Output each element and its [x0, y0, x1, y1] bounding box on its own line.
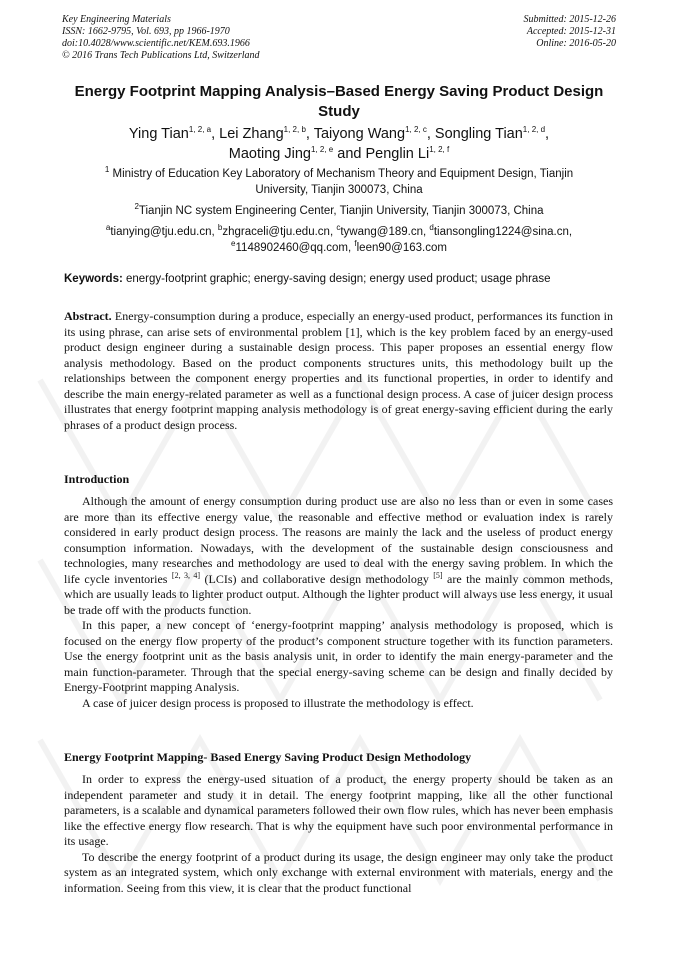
- author-list: Ying Tian$^{1, 2, a}$, Lei Zhang$^{1, 2, b}$, Taiyong Wang$^{1, 2, c}$, Songling Tian$^{1, 2, d}$, Maoting Jing$^{1, 2, e}$ and Penglin Li$^{1, 2, f}$: [128, 125, 550, 162]
- author: Maoting Jing$^{1, 2, e}$: [228, 145, 334, 162]
- keywords-text: energy-footprint graphic; energy-saving design; energy used product; usage phrase: [122, 273, 551, 285]
- email-link[interactable]: 1148902460@qq.com,: [235, 242, 355, 254]
- abstract: [64, 309, 613, 433]
- email-link[interactable]: tiansongling1224@sina.cn,: [433, 226, 573, 238]
- paper-title: Energy Footprint Mapping Analysis–Based Energy Saving Product Design Study: [74, 83, 604, 120]
- section-heading-methodology: Energy Footprint Mapping- Based Energy Saving Product Design Methodology: [64, 750, 472, 764]
- author: Lei Zhang$^{1, 2, b}$: [219, 125, 306, 142]
- issn-line: ISSN: 1662-9795, Vol. 693, pp 1966-1970: [62, 26, 230, 37]
- accepted-date: Accepted: 2015-12-31: [526, 26, 616, 37]
- methodology-body: [64, 772, 613, 896]
- email-link[interactable]: tywang@189.cn,: [340, 226, 430, 238]
- author: Taiyong Wang$^{1, 2, c}$: [313, 125, 427, 142]
- author: Ying Tian$^{1, 2, a}$: [128, 125, 212, 142]
- paragraph: A case of juicer design process is proposed to illustrate the methodology is effect.: [82, 695, 474, 710]
- citation: [2, 3, 4]: [171, 570, 201, 580]
- journal-name: Key Engineering Materials: [62, 14, 171, 25]
- affiliation-1: $^1$ Ministry of Education Key Laboratory of Mechanism Theory and Equipment Design, Tianjin University, Tianjin 300073, China: [104, 165, 574, 196]
- online-date: Online: 2016-05-20: [536, 38, 616, 49]
- email-link[interactable]: tianying@tju.edu.cn,: [110, 226, 218, 238]
- paragraph: To describe the energy footprint of a product during its usage, the design engineer may only take the product system as an integrated system, which only exchange with external environment with materials, energy and the information. Seeing from this view, it is clear that the product functional: [64, 849, 613, 895]
- email-link[interactable]: leen90@163.com: [356, 242, 447, 254]
- keywords: [64, 272, 616, 287]
- author-emails: $^a$tianying@tju.edu.cn, $^b$zhgraceli@tju.edu.cn, $^c$tywang@189.cn, $^d$tiansongling1224@sina.cn, $^e$1148902460@qq.com, $^f$leen90@163.com: [105, 223, 573, 254]
- citation: [5]: [433, 570, 443, 580]
- abstract-label: Abstract.: [64, 309, 112, 323]
- paragraph: In order to express the energy-used situation of a product, the energy property should be taken as an independent parameter and study it in detail. The energy footprint mapping, like all the other functional parameters, is a scalable and dynamical parameters followed their own flow rules, which has never been emphasis like the effective energy flow research. That is why the equipment have such poor environmental performance in its usage.: [64, 772, 613, 848]
- keywords-label: Keywords:: [64, 273, 123, 285]
- author: Penglin Li$^{1, 2, f}$: [365, 145, 450, 162]
- section-heading-introduction: Introduction: [64, 472, 130, 486]
- paragraph: Although the amount of energy consumption during product use are also no less than or even in some cases are more than its effective energy value, the reasonable and effective method or evaluation index is rarely considered in early product design process. The reasons are mainly the lack and the useless of product energy consumption information. Nowadays, with the development of the sustainable design consciousness and technologies, many researches and methodology are used to deal with the energy saving problem. In which the life cycle inventories [2, 3, 4] (LCIs) and collaborative design methodology [5] are the mainly common methods, which are usually leads to lighter product output. Although the lighter product will always use less energy, it usual be trade off with the products function.: [64, 494, 614, 617]
- affiliation-2: $^2$Tianjin NC system Engineering Center, Tianjin University, Tianjin 300073, China: [134, 202, 544, 217]
- introduction-body: [64, 494, 613, 711]
- email-link[interactable]: zhgraceli@tju.edu.cn,: [222, 226, 337, 238]
- doi-line: doi:10.4028/www.scientific.net/KEM.693.1966: [62, 38, 250, 49]
- abstract-text: Energy-consumption during a produce, especially an energy-used product, performances its function in its using phrase, can arise sets of environmental problem [1], which is the key problem faced by an energy-used product design engineer during a sustainable design process. This paper proposes an essential energy flow analysis methodology. Based on the product components structures units, this methodology built up the relationships between the component energy properties and its functional properties, in order to identify and describe the main energy-related parameter as well as a functional design process. A case of juicer design process illustrates that energy footprint mapping analysis methodology is of great energy-saving efficient during the early phrases of a product design process.: [64, 309, 613, 432]
- author: Songling Tian$^{1, 2, d}$: [434, 125, 546, 142]
- paragraph: In this paper, a new concept of ‘energy-footprint mapping’ analysis methodology is proposed, which is focused on the energy flow property of the product’s component structure together with its function parameters. Use the energy footprint unit as the basis analysis unit, in order to identify the main energy-parameter and the main function-parameter. Through that the special energy-saving scheme can be design and finally decided by Energy-Footprint mapping Analysis.: [64, 618, 613, 694]
- copyright-line: © 2016 Trans Tech Publications Ltd, Switzerland: [62, 50, 260, 61]
- submitted-date: Submitted: 2015-12-26: [523, 14, 616, 25]
